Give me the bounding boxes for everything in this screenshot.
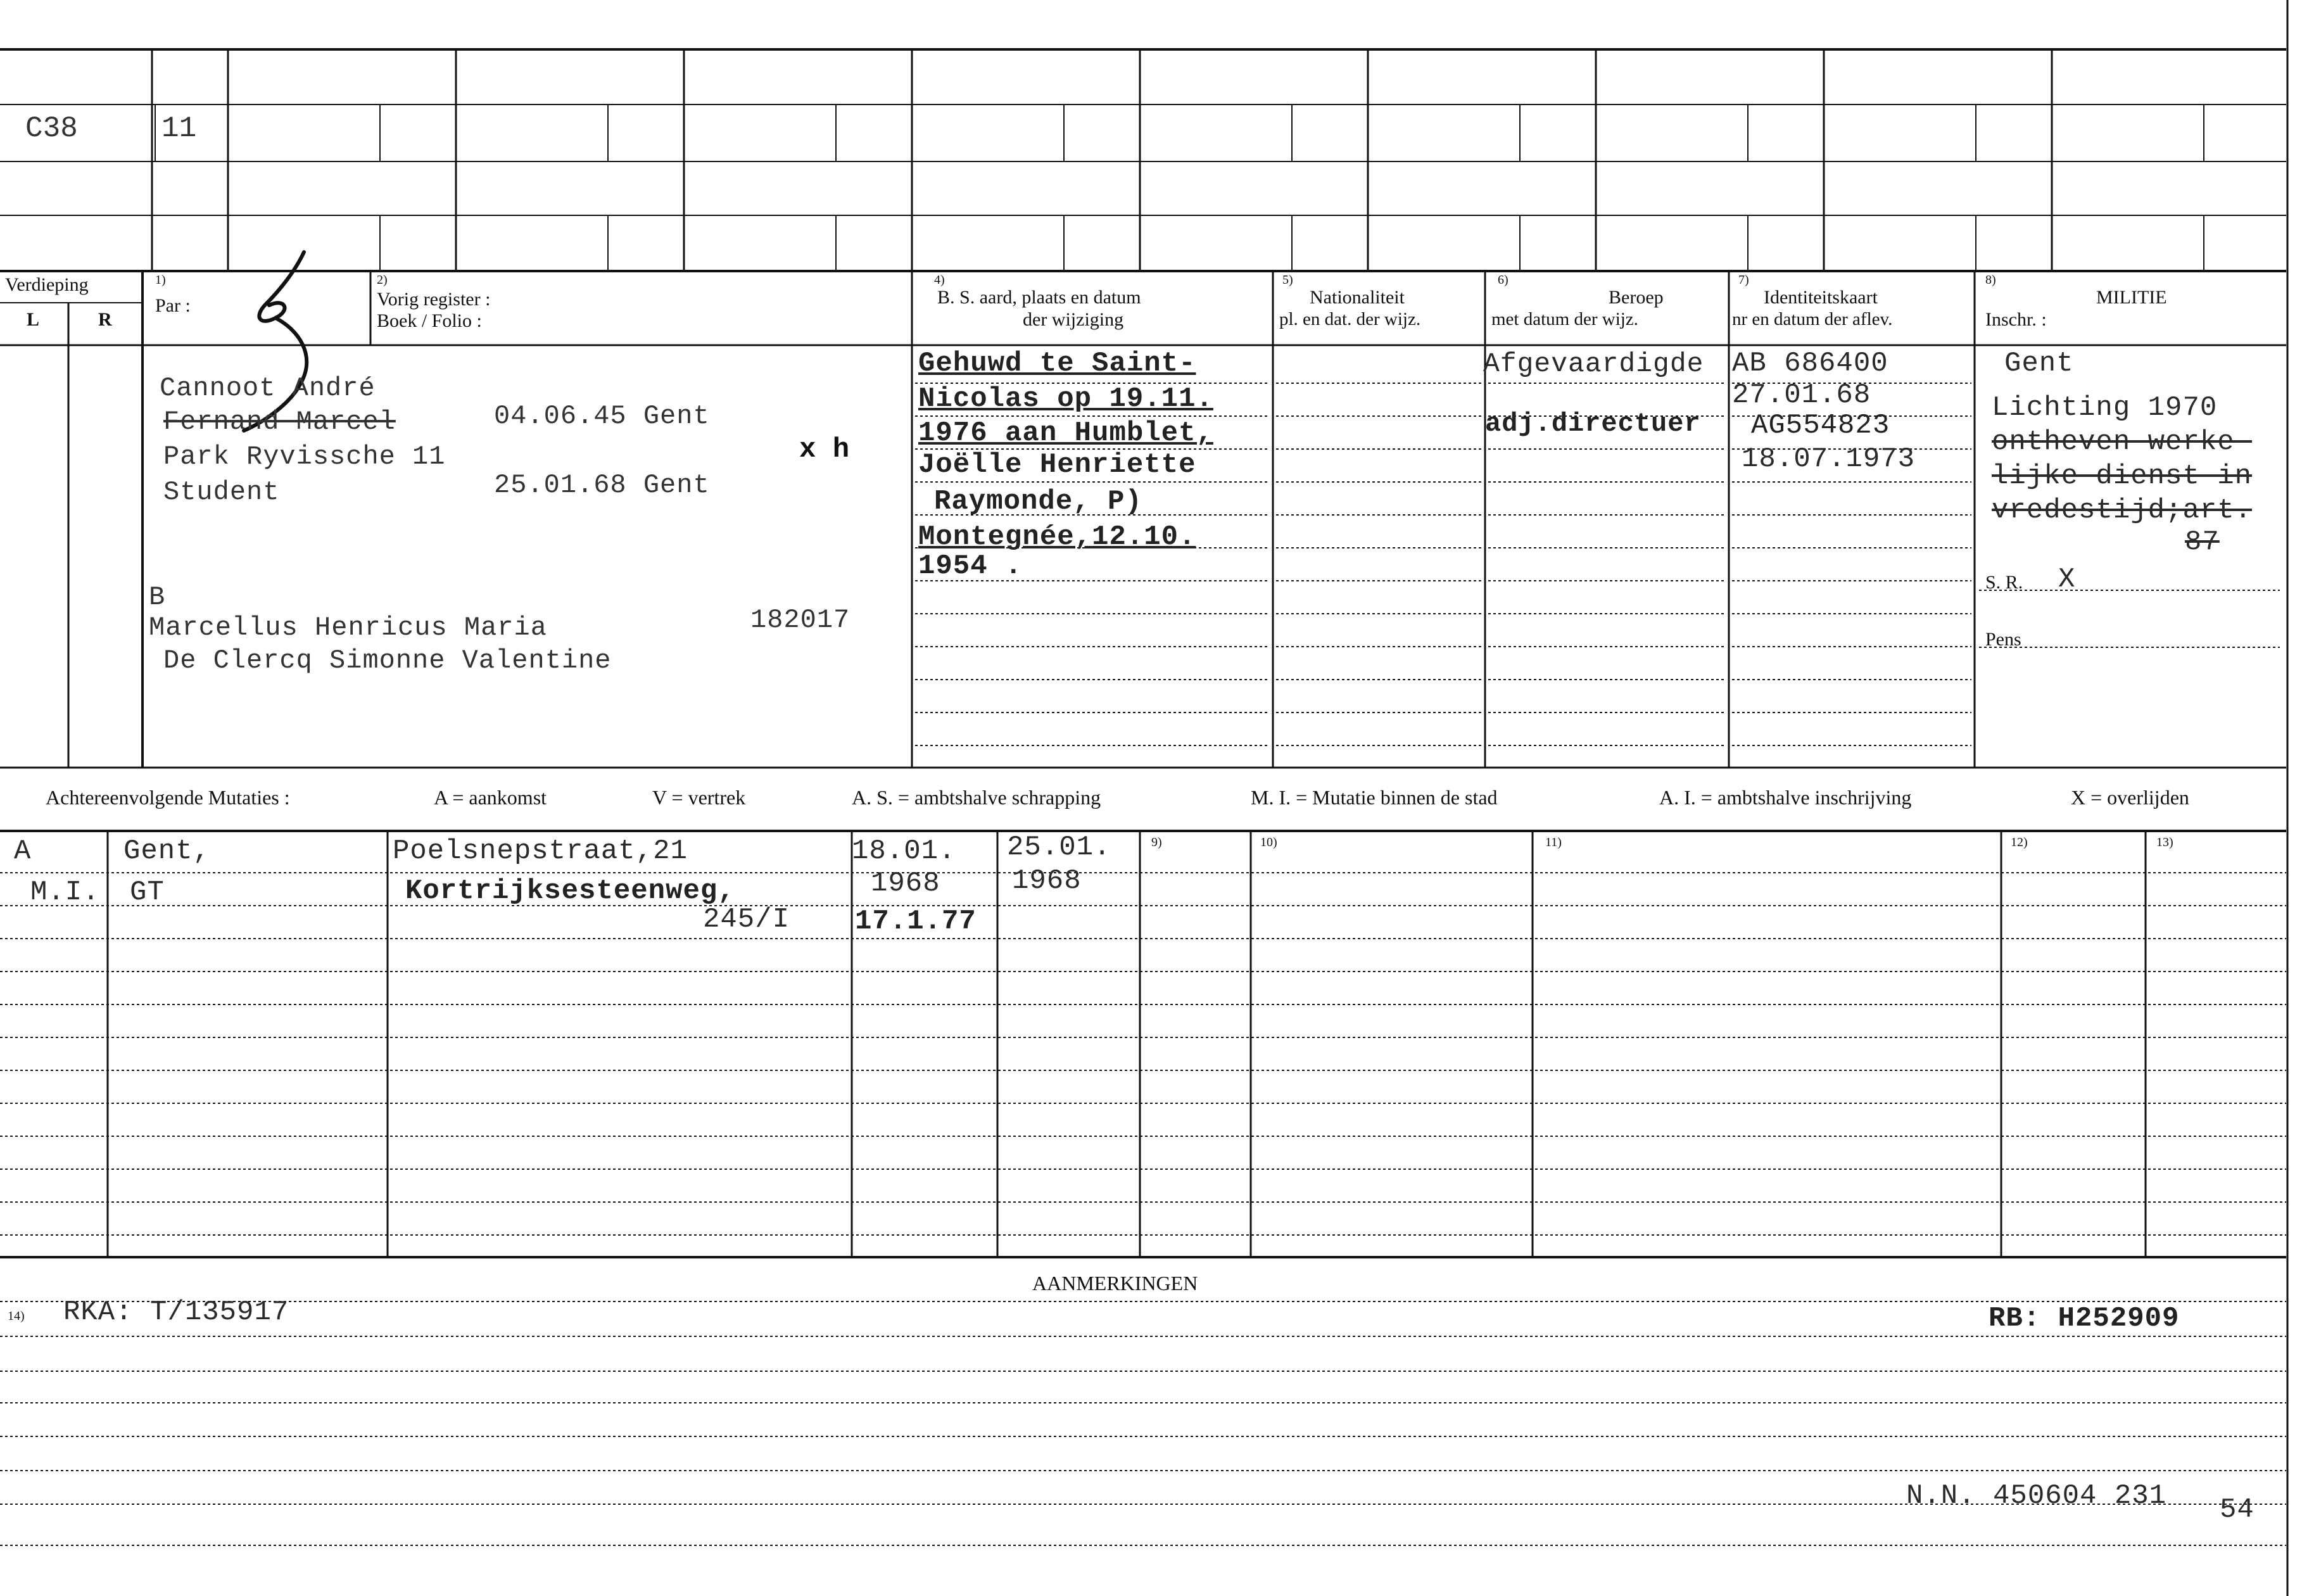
col8-number: 8)	[1985, 273, 1996, 287]
militia-pens-label: Pens	[1985, 629, 2021, 650]
mutation-3-street-number: 245/I	[703, 904, 790, 935]
mutation-1-place: Gent,	[123, 835, 211, 867]
civil-status-line-3: 1976 aan Humblet,	[918, 417, 1213, 449]
verdieping-l: L	[27, 309, 40, 330]
mutation-2-date-1: 1968	[871, 868, 940, 899]
person-father-number: 182017	[750, 605, 851, 635]
person-registration-date: 25.01.68 Gent	[494, 470, 710, 500]
mutation-1-street: Poelsnepstraat,21	[393, 835, 688, 867]
person-father: Marcellus Henricus Maria	[149, 612, 547, 643]
col4-line2: der wijziging	[1023, 309, 1124, 330]
legend-mutatie-binnen-stad: M. I. = Mutatie binnen de stad	[1251, 786, 1498, 809]
col4-number: 4)	[934, 273, 945, 287]
mutations-legend-title: Achtereenvolgende Mutaties :	[46, 786, 290, 809]
legend-vertrek: V = vertrek	[652, 786, 746, 809]
col6-number: 6)	[1498, 273, 1508, 287]
civil-status-line-5: Raymonde, P)	[934, 486, 1142, 517]
col7-line1: Identiteitskaart	[1764, 287, 1878, 308]
civil-status-line-2: Nicolas op 19.11.	[918, 383, 1213, 415]
person-birth: 04.06.45 Gent	[494, 401, 710, 431]
mutation-col-10-header: 10)	[1260, 835, 1277, 849]
col7-number: 7)	[1738, 273, 1749, 287]
person-b-mark: B	[149, 582, 166, 612]
col1-number: 1)	[155, 273, 166, 287]
id-card-line-4: 18.07.1973	[1742, 443, 1916, 475]
civil-status-line-4: Joëlle Henriette	[918, 449, 1196, 481]
militia-line-4: vredestijd;art.	[1992, 495, 2253, 526]
mutation-2-date-2: 1968	[1012, 865, 1082, 897]
id-card-line-2: 27.01.68	[1732, 379, 1871, 411]
mutation-2-type: M.I.	[30, 877, 100, 908]
occupation-line-1: Afgevaardigde	[1483, 348, 1704, 379]
legend-ambtshalve-inschrijving: A. I. = ambtshalve inschrijving	[1659, 786, 1912, 809]
person-address: Park Ryvissche 11	[163, 441, 446, 472]
militia-line-1: Lichting 1970	[1992, 392, 2218, 424]
legend-overlijden: X = overlijden	[2071, 786, 2189, 809]
civil-status-line-1: Gehuwd te Saint-	[918, 348, 1196, 379]
militia-line-5: 87	[2185, 526, 2220, 558]
legend-ambtshalve-schrapping: A. S. = ambtshalve schrapping	[852, 786, 1101, 809]
card-number: 11	[161, 112, 197, 145]
page-number: 54	[2220, 1494, 2255, 1526]
militia-sr-label: S. R.	[1985, 572, 2023, 593]
person-surname: Cannoot André	[160, 373, 376, 403]
col5-line1: Nationaliteit	[1310, 287, 1405, 308]
remarks-title: AANMERKINGEN	[1032, 1272, 1198, 1295]
col2-line1: Vorig register :	[377, 289, 491, 310]
col6-line1: Beroep	[1609, 287, 1664, 308]
id-card-line-1: AB 686400	[1732, 348, 1888, 379]
mutation-col-11-header: 11)	[1545, 835, 1562, 849]
person-occupation: Student	[163, 477, 280, 507]
col7-line2: nr en datum der aflev.	[1732, 309, 1893, 329]
remarks-number: 14)	[8, 1309, 25, 1323]
person-mother: De Clercq Simonne Valentine	[163, 645, 612, 676]
mutation-1-date-2: 25.01.	[1007, 832, 1111, 863]
mutation-2-street: Kortrijksesteenweg,	[405, 875, 735, 907]
occupation-line-2: adj.directuer	[1485, 408, 1701, 439]
mutation-3-date: 17.1.77	[855, 906, 977, 937]
col2-number: 2)	[377, 273, 388, 287]
militie-inschr-label: Inschr. :	[1985, 309, 2047, 330]
mutation-1-date-1: 18.01.	[852, 835, 956, 867]
civil-status-line-6: Montegnée,12.10.	[918, 521, 1196, 553]
militia-inschr-value: Gent	[2004, 348, 2074, 379]
person-sex-mark: x h	[799, 434, 850, 466]
col5-number: 5)	[1282, 273, 1293, 287]
remarks-nn: N.N. 450604 231	[1906, 1480, 2167, 1512]
person-given-names: Fernand Marcel	[163, 407, 396, 437]
col1-label: Par :	[155, 295, 191, 316]
col6-line2: met datum der wijz.	[1491, 309, 1638, 329]
mutation-col-9-header: 9)	[1151, 835, 1162, 849]
legend-aankomst: A = aankomst	[434, 786, 547, 809]
militia-line-2: ontheven werke-	[1992, 426, 2253, 458]
remarks-rb: RB: H252909	[1989, 1303, 2180, 1334]
mutation-2-place: GT	[130, 877, 165, 908]
mutation-col-13-header: 13)	[2156, 835, 2173, 849]
col2-line2: Boek / Folio :	[377, 310, 482, 331]
militia-sr-value: X	[2058, 564, 2076, 595]
militia-line-3: lijke dienst in	[1992, 460, 2253, 492]
col5-line2: pl. en dat. der wijz.	[1279, 309, 1421, 329]
civil-status-line-7: 1954 .	[918, 550, 1023, 582]
verdieping-label: Verdieping	[5, 274, 89, 295]
id-card-line-3: AG554823	[1751, 410, 1890, 441]
mutation-1-type: A	[14, 835, 32, 867]
verdieping-r: R	[98, 309, 112, 330]
col4-line1: B. S. aard, plaats en datum	[937, 287, 1141, 308]
militie-title: MILITIE	[2096, 287, 2167, 308]
remarks-rka: RKA: T/135917	[63, 1296, 289, 1328]
card-code: C38	[25, 112, 78, 145]
mutation-col-12-header: 12)	[2011, 835, 2028, 849]
